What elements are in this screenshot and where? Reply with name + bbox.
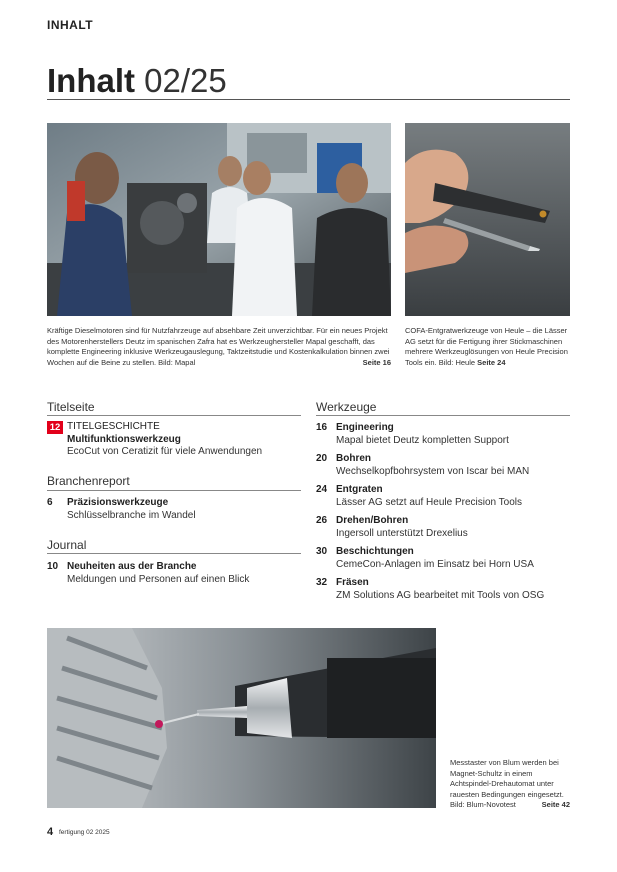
- probe-photo: [47, 628, 436, 808]
- title-rule: [47, 99, 570, 100]
- publication-name: fertigung 02 2025: [59, 829, 110, 836]
- toc-entry-number: 30: [316, 546, 328, 557]
- toc-entry-number: 32: [316, 577, 328, 588]
- tool-caption-pageref[interactable]: Seite 24: [477, 357, 506, 367]
- workshop-caption: [47, 326, 391, 368]
- toc-entry-title: Multifunktionswerkzeug: [67, 433, 181, 445]
- toc-entry-bohren[interactable]: [316, 453, 570, 478]
- toc-entry-praezisionswerkzeuge[interactable]: [47, 497, 301, 522]
- toc-section-heading-titelseite: Titelseite: [47, 400, 95, 414]
- page-number: 4: [47, 826, 54, 838]
- toc-entry-subtitle: Mapal bietet Deutz kompletten Support: [336, 434, 509, 446]
- page-title-issue: 02/25: [144, 62, 227, 99]
- toc-entry-neuheiten[interactable]: [47, 561, 301, 586]
- toc-section-heading-journal: Journal: [47, 538, 87, 552]
- toc-entry-subtitle: Meldungen und Personen auf einen Blick: [67, 573, 250, 585]
- toc-entry-fraesen[interactable]: [316, 577, 570, 602]
- toc-entry-title: Beschichtungen: [336, 546, 414, 557]
- toc-entry-title: Drehen/Bohren: [336, 515, 409, 526]
- toc-entry-number: 6: [47, 497, 53, 508]
- toc-entry-title: Fräsen: [336, 577, 369, 588]
- tool-caption-text: COFA-Entgratwerkzeuge von Heule – die Lässer AG setzt für die Fertigung ihrer Stickmaschinen mehrere Werkzeuglösungen von Heule Precision Tools ein. Bild: Heule: [405, 326, 568, 367]
- probe-caption: [450, 758, 570, 811]
- toc-entry-subtitle: Ingersoll unterstützt Drexelius: [336, 527, 468, 539]
- page-title: [47, 62, 227, 100]
- toc-entry-title: Präzisionswerkzeuge: [67, 497, 169, 508]
- toc-entry-number: 20: [316, 453, 328, 464]
- probe-caption-pageref[interactable]: Seite 42: [541, 800, 570, 809]
- toc-entry-titelgeschichte[interactable]: [47, 421, 301, 459]
- toc-entry-subtitle: CemeCon-Anlagen im Einsatz bei Horn USA: [336, 558, 534, 570]
- toc-entry-drehen-bohren[interactable]: [316, 515, 570, 540]
- toc-entry-subtitle: ZM Solutions AG bearbeitet mit Tools von OSG: [336, 589, 545, 601]
- toc-entry-number: 26: [316, 515, 328, 526]
- toc-entry-subtitle: EcoCut von Ceratizit für viele Anwendungen: [67, 446, 263, 457]
- toc-entry-subtitle: Lässer AG setzt auf Heule Precision Tools: [336, 496, 523, 508]
- toc-entry-subtitle: Schlüsselbranche im Wandel: [67, 509, 196, 521]
- workshop-photo: [47, 123, 391, 316]
- toc-entry-title: Neuheiten aus der Branche: [67, 561, 197, 572]
- toc-section-rule: [316, 415, 570, 416]
- toc-entry-entgraten[interactable]: [316, 484, 570, 509]
- toc-entry-number: 16: [316, 422, 328, 433]
- toc-entry-engineering[interactable]: [316, 422, 570, 447]
- toc-entry-number-badge: 12: [47, 421, 63, 434]
- toc-section-rule: [47, 415, 301, 416]
- probe-caption-text: Messtaster von Blum werden bei Magnet-Schultz in einem Achtspindel-Drehautomat unter rauesten Bedingungen eingesetzt. Bild: Blum-Novotest: [450, 758, 564, 809]
- toc-entry-title: Entgraten: [336, 484, 383, 495]
- tool-photo: [405, 123, 570, 316]
- tool-caption: [405, 326, 570, 368]
- workshop-caption-text: Kräftige Dieselmotoren sind für Nutzfahrzeuge auf absehbare Zeit unverzichtbar. Für ein neues Projekt des Motorenherstellers Deutz im spanischen Zafra hat es Werkzeughersteller Mapal geschafft, das komplette Engineering inklusive Werkzeugauslegung, Taktzeitstudie und Kostenkalkulation binnen zwei Wochen auf die Beine zu stellen. Bild: Mapal: [47, 326, 390, 367]
- workshop-caption-pageref[interactable]: Seite 16: [362, 357, 391, 367]
- section-tag: INHALT: [47, 18, 94, 32]
- page-title-main: Inhalt: [47, 62, 135, 99]
- toc-entry-kicker: TITELGESCHICHTE: [67, 421, 160, 432]
- toc-section-rule: [47, 553, 301, 554]
- toc-entry-number: 24: [316, 484, 328, 495]
- toc-section-rule: [47, 490, 301, 491]
- toc-entry-subtitle: Wechselkopfbohrsystem von Iscar bei MAN: [336, 465, 530, 477]
- toc-entry-title: Bohren: [336, 453, 371, 464]
- toc-section-heading-branchenreport: Branchenreport: [47, 474, 130, 488]
- toc-entry-title: Engineering: [336, 422, 394, 433]
- toc-entry-number: 10: [47, 561, 59, 572]
- toc-section-heading-werkzeuge: Werkzeuge: [316, 400, 377, 414]
- toc-entry-beschichtungen[interactable]: [316, 546, 570, 571]
